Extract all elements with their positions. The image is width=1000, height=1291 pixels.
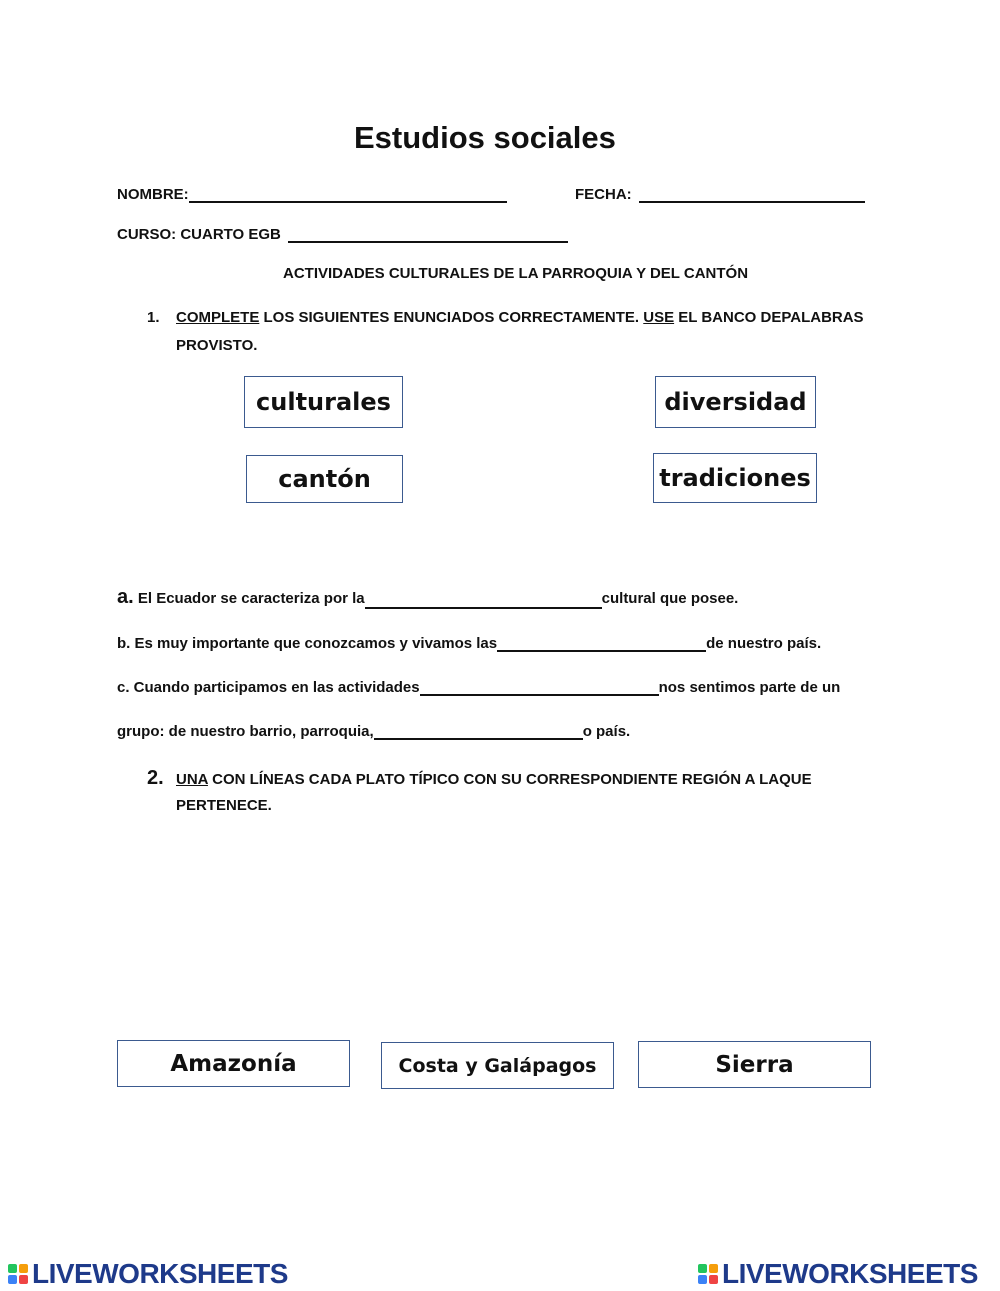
fecha-row	[575, 185, 865, 203]
sentence-c-post: nos sentimos parte de un	[658, 679, 841, 696]
sentence-c-pre: c. Cuando participamos en las actividades	[117, 679, 420, 696]
activity-subtitle: ACTIVIDADES CULTURALES DE LA PARROQUIA Y DEL CANTÓN	[283, 265, 749, 282]
sentence-a-letter: a.	[117, 586, 134, 608]
word-card-culturales[interactable]: culturales	[244, 376, 403, 428]
word-card-diversidad[interactable]: diversidad	[655, 376, 816, 428]
curso-label: CURSO: CUARTO EGB	[117, 226, 281, 243]
liveworksheets-mark-icon	[698, 1264, 718, 1284]
sentence-a	[117, 586, 738, 609]
sentence-a-pre: El Ecuador se caracteriza por la	[137, 590, 365, 607]
blank-a[interactable]	[365, 591, 602, 609]
liveworksheets-logo-left	[8, 1258, 288, 1290]
sentence-c2	[117, 722, 630, 740]
q2-instruction-line2: PERTENECE.	[176, 797, 272, 814]
q1-instruction	[176, 309, 864, 326]
word-card-canton[interactable]: cantón	[246, 455, 403, 503]
blank-b[interactable]	[497, 634, 706, 652]
sentence-b-post: de nuestro país.	[706, 635, 822, 652]
region-costa-galapagos[interactable]: Costa y Galápagos	[381, 1042, 614, 1089]
page-title: Estudios sociales	[354, 120, 616, 155]
q1-instruction-line2: PROVISTO.	[176, 337, 258, 354]
curso-row	[117, 225, 568, 243]
q1-number: 1.	[147, 309, 160, 326]
logo-text-left: LIVEWORKSHEETS	[32, 1258, 288, 1289]
q1-word-use: USE	[643, 309, 675, 326]
q2-word-una: UNA	[176, 771, 208, 788]
sentence-c2-post: o país.	[582, 723, 631, 740]
word-card-tradiciones[interactable]: tradiciones	[653, 453, 817, 503]
sentence-b	[117, 634, 821, 652]
liveworksheets-logo-right	[698, 1258, 978, 1290]
sentence-a-post: cultural que posee.	[601, 590, 739, 607]
liveworksheets-mark-icon	[8, 1264, 28, 1284]
q2-number: 2.	[147, 767, 164, 789]
nombre-label: NOMBRE:	[117, 186, 189, 203]
q1-word-complete: COMPLETE	[176, 309, 260, 326]
nombre-field[interactable]	[189, 185, 507, 203]
fecha-label: FECHA:	[575, 186, 632, 203]
fecha-field[interactable]	[639, 185, 865, 203]
blank-d[interactable]	[374, 722, 583, 740]
region-amazonia[interactable]: Amazonía	[117, 1040, 350, 1087]
sentence-b-pre: b. Es muy importante que conozcamos y vivamos las	[117, 635, 498, 652]
q1-text2: EL BANCO DEPALABRAS	[674, 309, 864, 326]
nombre-row	[117, 185, 507, 203]
sentence-c2-pre: grupo: de nuestro barrio, parroquia,	[117, 723, 374, 740]
blank-c[interactable]	[420, 678, 659, 696]
sentence-c	[117, 678, 840, 696]
q2-text1: CON LÍNEAS CADA PLATO TÍPICO CON SU CORRESPONDIENTE REGIÓN A LAQUE	[207, 771, 812, 788]
q1-text1: LOS SIGUIENTES ENUNCIADOS CORRECTAMENTE.	[259, 309, 644, 326]
curso-field[interactable]	[288, 225, 568, 243]
region-sierra[interactable]: Sierra	[638, 1041, 871, 1088]
q2-instruction	[176, 771, 812, 788]
logo-text-right: LIVEWORKSHEETS	[722, 1258, 978, 1289]
